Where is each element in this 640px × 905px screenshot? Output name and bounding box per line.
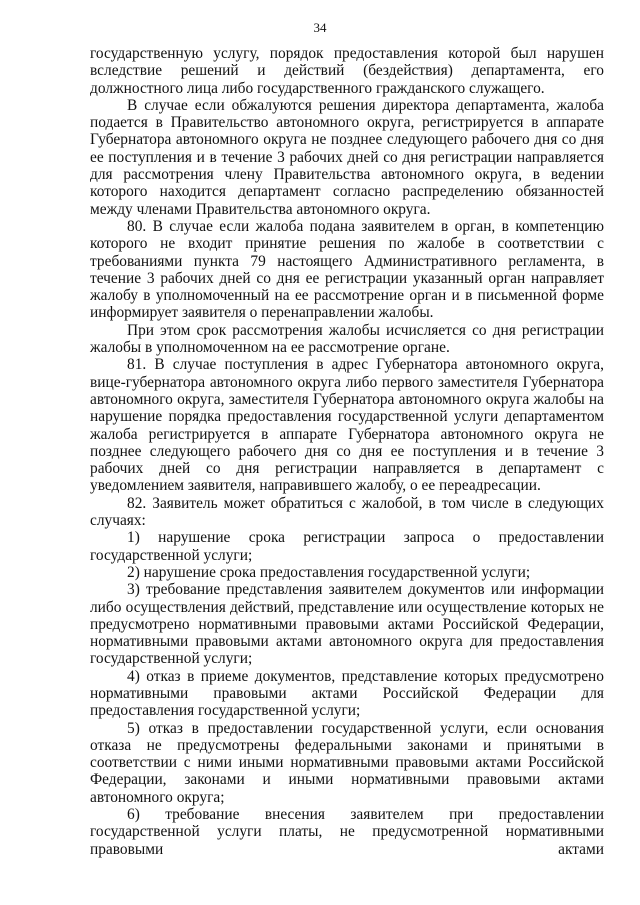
document-body [90, 45, 604, 858]
list-item-2: 2) нарушение срока предоставления государственной услуги; [127, 563, 531, 581]
list-item-5: 5) отказ в предоставлении государственной услуги, если основания отказа не предусмотрены федеральными законами и принятыми в соответствии с ними иными нормативными правовыми актами Российской Федерации, законами и иными нормативными правовыми актами автономного округа; [90, 719, 604, 806]
paragraph-review-period: При этом срок рассмотрения жалобы исчисляется со дня регистрации жалобы в уполномоченном на ее рассмотрение органе. [90, 321, 604, 357]
paragraph-82: 82. Заявитель может обратиться с жалобой, в том числе в следующих случаях: [90, 494, 604, 530]
page-number: 34 [313, 20, 327, 35]
list-item-1: 1) нарушение срока регистрации запроса о предоставлении государственной услуги; [90, 529, 604, 564]
paragraph-continuation: государственную услугу, порядок предоставления которой был нарушен вследствие решений и действий (бездействия) департамента, его должностного лица либо государственного гражданского служащего. [90, 45, 604, 97]
list-item-6: 6) требование внесения заявителем при предоставлении государственной услуги платы, не предусмотренной нормативными правовыми актами [90, 806, 604, 858]
paragraph-81: 81. В случае поступления в адрес Губернатора автономного округа, вице-губернатора автономного округа либо первого заместителя Губернатора автономного округа, заместителя Губернатора автономного округа жалобы на нарушение порядка предоставления государственной услуги департаментом жалоба регистрируется в аппарате Губернатора автономного округа не позднее следующего рабочего дня со дня ее поступления и в течение 3 рабочих дней со дня регистрации направляется в департамент с уведомлением заявителя, направившего жалобу, о ее переадресации. [90, 356, 604, 495]
list-item-4: 4) отказ в приеме документов, представление которых предусмотрено нормативными правовыми актами Российской Федерации для предоставления государственной услуги; [90, 667, 604, 720]
paragraph-director-appeal: В случае если обжалуются решения директора департамента, жалоба подается в Правительство автономного округа, регистрируется в аппарате Губернатора автономного округа не позднее следующего рабочего дня со дня ее поступления и в течение 3 рабочих дней со дня регистрации направляется для рассмотрения члену Правительства автономного округа, в ведении которого находится департамент согласно распределению обязанностей между членами Правительства автономного округа. [90, 96, 604, 218]
list-item-3: 3) требование представления заявителем документов или информации либо осуществления действий, представление или осуществление которых не предусмотрено нормативными правовыми актами Российской Федерации, нормативными правовыми актами автономного округа для предоставления государственной услуги; [90, 581, 604, 668]
paragraph-80: 80. В случае если жалоба подана заявителем в орган, в компетенцию которого не входит принятие решения по жалобе в соответствии с требованиями пункта 79 настоящего Административного регламента, в течение 3 рабочих дней со дня ее регистрации указанный орган направляет жалобу в уполномоченный на ее рассмотрение орган и в письменной форме информирует заявителя о перенаправлении жалобы. [90, 217, 604, 322]
